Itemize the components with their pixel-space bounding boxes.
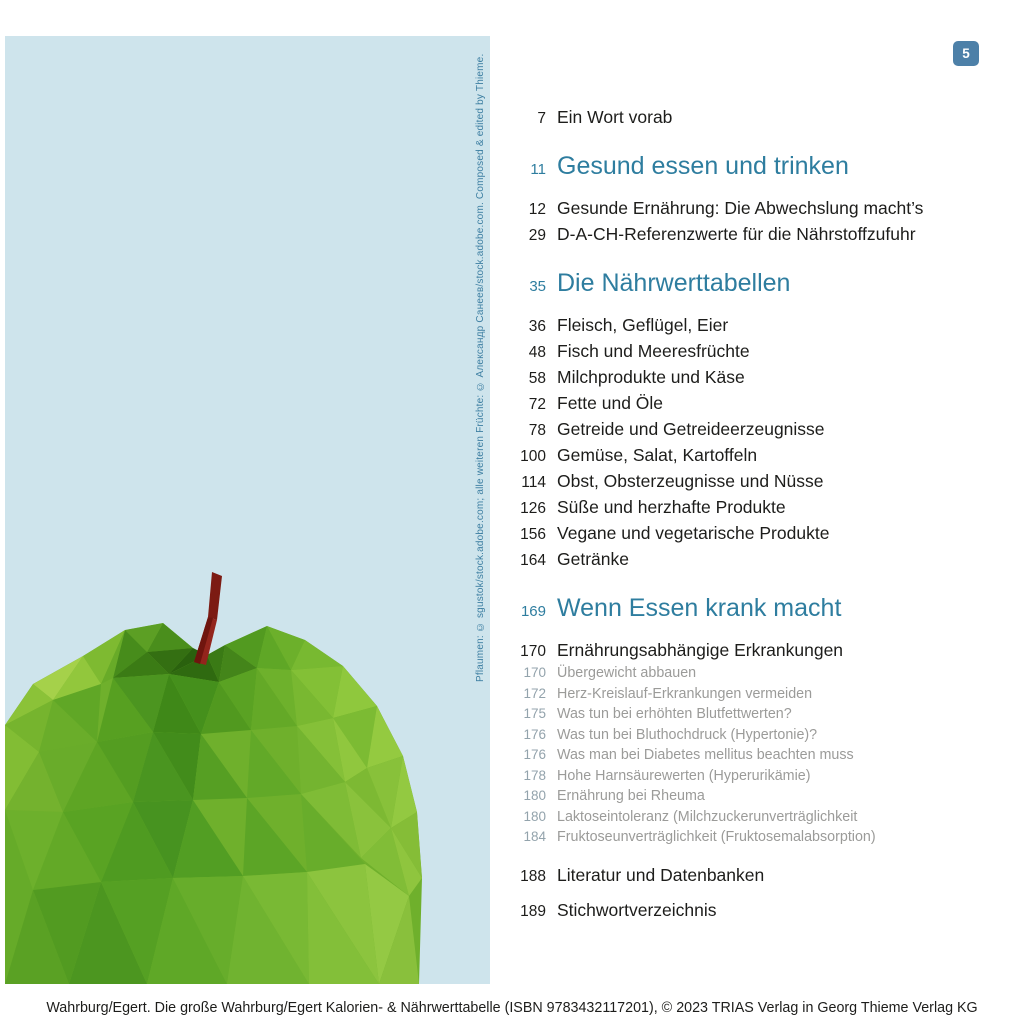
toc-label: Ernährungsabhängige Erkrankungen xyxy=(557,640,844,660)
toc-subentry xyxy=(500,684,1015,705)
toc-entry xyxy=(500,546,1015,572)
toc-label: Fleisch, Geflügel, Eier xyxy=(557,315,729,335)
toc-page-number: 29 xyxy=(528,227,546,244)
toc-label: Laktoseintoleranz (Milchzuckerunverträglichkeit xyxy=(557,808,858,825)
toc-page-number: 169 xyxy=(520,603,546,620)
toc-label: Getränke xyxy=(557,549,629,569)
photo-credit: Pflaumen: © sgustok/stock.adobe.com; alle weiteren Früchte: © Александр Санеев/stock.adobe.com. Composed & edited by Thieme. xyxy=(475,53,486,682)
toc-page-number: 100 xyxy=(520,448,546,465)
toc-label: Die Nährwerttabellen xyxy=(557,269,791,297)
toc-page-number: 156 xyxy=(520,526,546,543)
toc-label: Fisch und Meeresfrüchte xyxy=(557,341,750,361)
toc-subentry xyxy=(500,807,1015,828)
toc-label: Stichwortverzeichnis xyxy=(557,899,717,920)
toc-label: Gemüse, Salat, Kartoffeln xyxy=(557,445,758,465)
toc-page-number: 184 xyxy=(523,829,546,844)
toc-page-number: 78 xyxy=(528,422,546,439)
toc-label: Gesunde Ernährung: Die Abwechslung macht’s xyxy=(557,198,924,218)
toc-label: Wenn Essen krank macht xyxy=(557,594,842,622)
toc-page-number: 189 xyxy=(520,902,546,920)
toc-label: Was tun bei Bluthochdruck (Hypertonie)? xyxy=(557,726,818,743)
toc-page-number: 7 xyxy=(537,110,546,127)
toc-page-number: 172 xyxy=(523,685,546,701)
toc-page-number: 176 xyxy=(523,747,546,762)
toc-label: Gesund essen und trinken xyxy=(557,152,849,180)
toc-entry xyxy=(500,338,1015,364)
toc-label: Fruktoseunverträglichkeit (Fruktosemalabsorption) xyxy=(557,829,876,845)
toc-label: Milchprodukte und Käse xyxy=(557,367,745,387)
toc-entry xyxy=(500,494,1015,520)
toc-entry xyxy=(500,364,1015,390)
footer-citation: Wahrburg/Egert. Die große Wahrburg/Egert Kalorien- & Nährwerttabelle (ISBN 9783432117201), © 2023 TRIAS Verlag in Georg Thieme Verlag KG xyxy=(46,1000,978,1016)
toc-page-number: 11 xyxy=(530,161,546,178)
toc-page-number: 170 xyxy=(523,665,546,680)
toc-label: D-A-CH-Referenzwerte für die Nährstoffzufuhr xyxy=(557,224,916,244)
toc-label: Übergewicht abbauen xyxy=(557,665,697,681)
toc-entry xyxy=(500,104,1015,130)
toc-page-number: 180 xyxy=(523,788,546,803)
toc-entry xyxy=(500,390,1015,416)
toc-page-number: 170 xyxy=(520,643,546,660)
toc-page-number: 12 xyxy=(528,201,546,218)
toc-heading xyxy=(500,591,1015,625)
toc-subentry xyxy=(500,704,1015,725)
toc-entry xyxy=(500,897,1015,923)
toc-subentry xyxy=(500,745,1015,766)
toc-page-number: 114 xyxy=(521,474,546,491)
toc-label: Süße und herzhafte Produkte xyxy=(557,497,786,517)
toc-label: Vegane und vegetarische Produkte xyxy=(557,523,830,543)
toc-subentry xyxy=(500,663,1015,684)
toc-page-number: 126 xyxy=(520,500,546,517)
toc-page-number: 72 xyxy=(528,396,546,413)
toc-page-number: 58 xyxy=(528,370,546,387)
toc-entry xyxy=(500,637,1015,663)
toc-page-number: 35 xyxy=(529,278,546,295)
page-number-badge: 5 xyxy=(953,41,979,66)
toc-entry xyxy=(500,221,1015,247)
toc-entry xyxy=(500,195,1015,221)
table-of-contents xyxy=(500,104,1015,923)
toc-entry xyxy=(500,312,1015,338)
toc-page-number: 176 xyxy=(523,726,546,742)
toc-label: Hohe Harnsäurewerten (Hyperurikämie) xyxy=(557,767,811,784)
toc-label: Fette und Öle xyxy=(557,393,664,413)
toc-entry xyxy=(500,520,1015,546)
toc-label: Was man bei Diabetes mellitus beachten muss xyxy=(557,747,854,763)
toc-entry xyxy=(500,862,1015,888)
toc-label: Ernährung bei Rheuma xyxy=(557,788,705,804)
toc-label: Literatur und Datenbanken xyxy=(557,864,765,885)
toc-label: Was tun bei erhöhten Blutfettwerten? xyxy=(557,706,792,722)
toc-label: Obst, Obsterzeugnisse und Nüsse xyxy=(557,471,824,491)
toc-label: Getreide und Getreideerzeugnisse xyxy=(557,419,825,439)
toc-page-number: 178 xyxy=(523,767,546,783)
toc-entry xyxy=(500,416,1015,442)
toc-subentry xyxy=(500,725,1015,746)
toc-page-number: 36 xyxy=(528,318,546,335)
toc-subentry xyxy=(500,827,1015,848)
toc-subentry xyxy=(500,766,1015,787)
toc-heading xyxy=(500,149,1015,183)
toc-entry xyxy=(500,442,1015,468)
toc-entry xyxy=(500,468,1015,494)
toc-label: Herz-Kreislauf-Erkrankungen vermeiden xyxy=(557,685,813,702)
apple-illustration xyxy=(5,560,490,984)
toc-page-number: 188 xyxy=(520,867,546,885)
toc-page-number: 180 xyxy=(523,808,546,824)
toc-heading xyxy=(500,266,1015,300)
toc-subentry xyxy=(500,786,1015,807)
photo-panel xyxy=(5,36,490,984)
toc-page-number: 164 xyxy=(520,552,546,569)
toc-page-number: 175 xyxy=(523,706,546,721)
toc-label: Ein Wort vorab xyxy=(557,107,673,127)
toc-page-number: 48 xyxy=(528,344,546,361)
